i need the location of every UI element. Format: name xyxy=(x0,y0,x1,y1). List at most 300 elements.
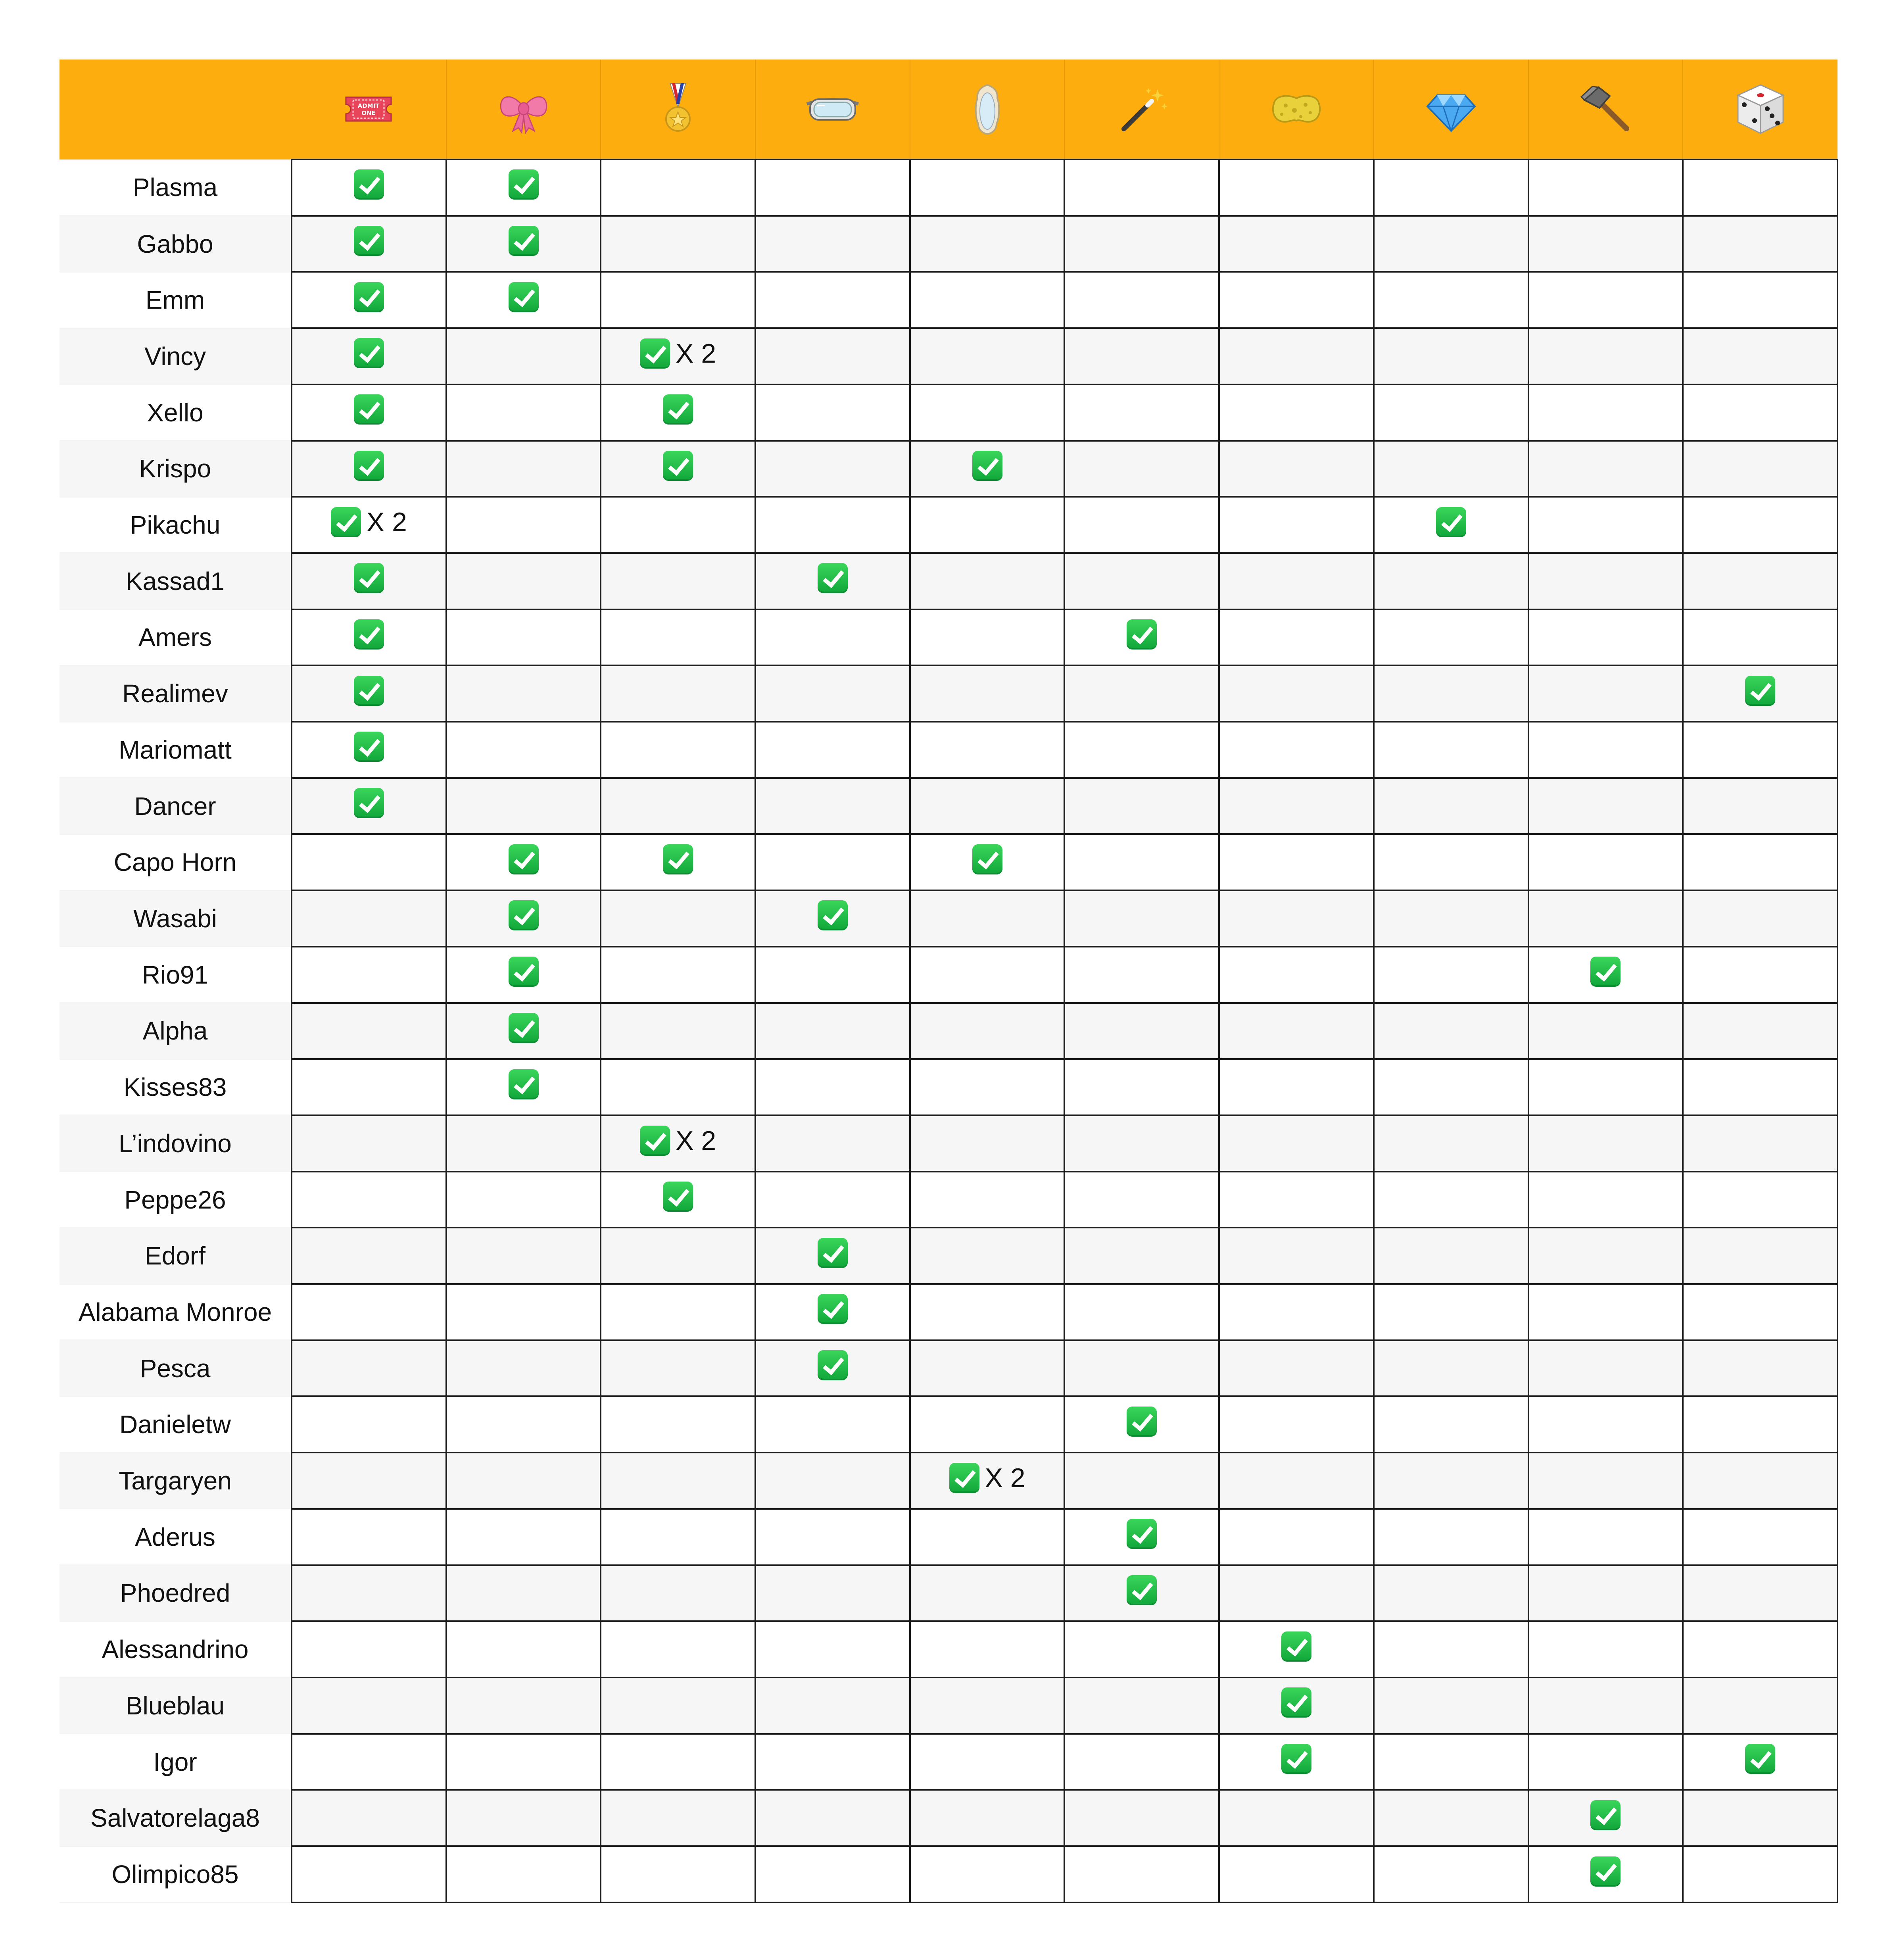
table-cell xyxy=(755,497,910,553)
table-cell xyxy=(755,216,910,272)
table-row xyxy=(60,1734,1837,1790)
table-cell xyxy=(1374,328,1528,384)
table-cell xyxy=(1064,1284,1219,1340)
row-name: Kisses83 xyxy=(60,1059,292,1115)
table-cell xyxy=(1219,328,1374,384)
cell-content xyxy=(1590,1800,1621,1830)
table-cell xyxy=(1528,1678,1683,1734)
table-cell xyxy=(292,1340,446,1397)
table-cell xyxy=(1528,384,1683,441)
table-cell xyxy=(601,441,755,497)
header-die xyxy=(1683,60,1837,159)
table-cell xyxy=(601,609,755,666)
table-cell xyxy=(910,947,1065,1003)
medal-icon xyxy=(648,79,708,139)
row-name: Pesca xyxy=(60,1340,292,1397)
check-mark-icon xyxy=(1745,1744,1775,1774)
cell-content xyxy=(1590,957,1621,987)
table-cell xyxy=(446,384,601,441)
table-row xyxy=(60,272,1837,328)
table-cell xyxy=(1683,1059,1837,1115)
table-cell xyxy=(601,1396,755,1453)
check-mark-icon xyxy=(1590,957,1621,987)
table-cell xyxy=(1219,1284,1374,1340)
table-cell xyxy=(1219,1396,1374,1453)
table-cell xyxy=(601,328,755,384)
check-mark-icon xyxy=(509,957,539,987)
table-cell xyxy=(601,778,755,834)
table-cell xyxy=(755,1284,910,1340)
table-cell xyxy=(601,553,755,609)
table-cell xyxy=(910,1228,1065,1284)
table-cell xyxy=(292,1396,446,1453)
cell-content xyxy=(354,732,384,762)
header-gem xyxy=(1374,60,1528,159)
table-cell xyxy=(1064,1396,1219,1453)
table-cell xyxy=(1528,159,1683,216)
table-cell xyxy=(1683,441,1837,497)
table-cell xyxy=(292,834,446,890)
check-mark-icon xyxy=(509,226,539,256)
table-cell xyxy=(292,665,446,722)
table-row xyxy=(60,159,1837,216)
table-cell xyxy=(1683,216,1837,272)
table-cell xyxy=(910,722,1065,778)
table-cell xyxy=(1683,1396,1837,1453)
table-cell xyxy=(755,328,910,384)
check-mark-icon xyxy=(1745,676,1775,706)
table-cell xyxy=(1374,1621,1528,1678)
check-mark-icon xyxy=(1127,1407,1157,1437)
table-cell xyxy=(446,890,601,947)
table-cell xyxy=(446,159,601,216)
check-mark-icon xyxy=(640,338,670,369)
table-cell xyxy=(910,1172,1065,1228)
table-cell xyxy=(1219,1621,1374,1678)
row-name: Krispo xyxy=(60,441,292,497)
table-cell xyxy=(446,1003,601,1059)
table-cell xyxy=(601,1003,755,1059)
row-name: Plasma xyxy=(60,159,292,216)
check-mark-icon xyxy=(354,394,384,425)
check-mark-icon xyxy=(949,1463,979,1493)
table-cell xyxy=(1374,1509,1528,1565)
table-cell xyxy=(1219,1565,1374,1622)
table-cell xyxy=(292,722,446,778)
table-cell xyxy=(292,778,446,834)
table-row xyxy=(60,553,1837,609)
check-mark-icon xyxy=(1127,1519,1157,1549)
table-cell xyxy=(910,1678,1065,1734)
table-cell xyxy=(1064,553,1219,609)
header-corner-cell xyxy=(60,60,292,159)
header-row xyxy=(60,60,1837,159)
check-mark-icon xyxy=(509,1013,539,1043)
table-row xyxy=(60,1340,1837,1397)
table-cell xyxy=(292,890,446,947)
table-cell xyxy=(446,947,601,1003)
table-row xyxy=(60,1396,1837,1453)
table-cell xyxy=(1064,497,1219,553)
table-cell xyxy=(755,1172,910,1228)
table-cell xyxy=(446,328,601,384)
table-cell xyxy=(601,890,755,947)
table-cell xyxy=(446,1621,601,1678)
table-cell xyxy=(1064,778,1219,834)
table-cell xyxy=(446,722,601,778)
row-name: Alessandrino xyxy=(60,1621,292,1678)
row-name: Dancer xyxy=(60,778,292,834)
table-cell xyxy=(1683,1003,1837,1059)
check-mark-icon xyxy=(354,226,384,256)
row-name: Realimev xyxy=(60,665,292,722)
table-cell xyxy=(446,1790,601,1846)
row-name: Wasabi xyxy=(60,890,292,947)
row-name: Xello xyxy=(60,384,292,441)
check-mark-icon xyxy=(663,394,693,425)
table-cell xyxy=(292,384,446,441)
table-cell xyxy=(1683,1453,1837,1509)
table-cell xyxy=(446,609,601,666)
table-cell xyxy=(601,159,755,216)
check-mark-icon xyxy=(354,338,384,368)
table-cell xyxy=(601,1734,755,1790)
table-cell xyxy=(1683,1228,1837,1284)
table-cell xyxy=(1064,609,1219,666)
table-cell xyxy=(910,1003,1065,1059)
row-name: Pikachu xyxy=(60,497,292,553)
check-mark-icon xyxy=(1590,1856,1621,1887)
row-name: Rio91 xyxy=(60,947,292,1003)
svg-text:ADMIT: ADMIT xyxy=(357,102,380,110)
table-cell xyxy=(1064,722,1219,778)
table-cell xyxy=(1528,1565,1683,1622)
cell-content xyxy=(1745,676,1775,706)
table-cell xyxy=(601,1678,755,1734)
table-cell xyxy=(601,665,755,722)
table-cell xyxy=(292,1678,446,1734)
table-cell xyxy=(1374,497,1528,553)
cell-content xyxy=(354,563,384,593)
table-cell xyxy=(1374,1734,1528,1790)
table-cell xyxy=(755,1340,910,1397)
table-cell xyxy=(1219,216,1374,272)
table-cell xyxy=(1219,384,1374,441)
table-cell xyxy=(1528,1228,1683,1284)
table-cell xyxy=(1683,1621,1837,1678)
table-cell xyxy=(910,553,1065,609)
table-cell xyxy=(1528,1396,1683,1453)
table-row xyxy=(60,1284,1837,1340)
table-cell xyxy=(1374,159,1528,216)
cell-content xyxy=(818,900,848,930)
cell-content xyxy=(354,451,384,481)
table-cell xyxy=(910,216,1065,272)
table-cell xyxy=(1528,1003,1683,1059)
table-cell xyxy=(910,890,1065,947)
table-cell xyxy=(910,1565,1065,1622)
table-cell xyxy=(1528,1846,1683,1902)
table-cell xyxy=(1374,1059,1528,1115)
table-cell xyxy=(910,665,1065,722)
table-cell xyxy=(910,1340,1065,1397)
table-cell xyxy=(910,441,1065,497)
table-cell xyxy=(1528,497,1683,553)
check-mark-icon xyxy=(663,451,693,481)
cell-content xyxy=(509,844,539,874)
check-mark-icon xyxy=(354,788,384,818)
table-cell xyxy=(1374,1790,1528,1846)
table-row xyxy=(60,497,1837,553)
check-mark-icon xyxy=(354,676,384,706)
table-cell xyxy=(292,1284,446,1340)
table-cell xyxy=(755,1396,910,1453)
table-cell xyxy=(910,778,1065,834)
table-row xyxy=(60,890,1837,947)
table-cell xyxy=(446,1734,601,1790)
row-name: Mariomatt xyxy=(60,722,292,778)
table-cell xyxy=(1064,947,1219,1003)
check-mark-icon xyxy=(1127,619,1157,649)
table-cell xyxy=(446,1284,601,1340)
table-cell xyxy=(1064,665,1219,722)
cell-content xyxy=(354,394,384,425)
table-cell xyxy=(755,1621,910,1678)
multiplier-label: X 2 xyxy=(985,1463,1025,1493)
check-mark-icon xyxy=(818,1238,848,1268)
row-name: Amers xyxy=(60,609,292,666)
magic-wand-icon xyxy=(1112,79,1171,139)
cell-content xyxy=(354,338,384,368)
table-cell xyxy=(601,1115,755,1172)
table-cell xyxy=(601,384,755,441)
table-cell xyxy=(910,1396,1065,1453)
table-cell xyxy=(292,1059,446,1115)
cell-content xyxy=(1436,507,1466,537)
table-cell xyxy=(1064,1678,1219,1734)
table-cell xyxy=(1683,272,1837,328)
check-mark-icon xyxy=(509,900,539,930)
table-cell xyxy=(1219,272,1374,328)
table-cell xyxy=(446,1678,601,1734)
table-cell xyxy=(1528,1509,1683,1565)
table-cell xyxy=(1374,1565,1528,1622)
check-mark-icon xyxy=(354,732,384,762)
table-cell xyxy=(1064,834,1219,890)
check-mark-icon xyxy=(818,900,848,930)
table-cell xyxy=(292,1228,446,1284)
table-cell xyxy=(1528,665,1683,722)
table-row xyxy=(60,834,1837,890)
table-cell xyxy=(755,1509,910,1565)
cell-content xyxy=(663,394,693,425)
gem-icon xyxy=(1421,79,1481,139)
table-cell xyxy=(1064,1172,1219,1228)
table-cell xyxy=(292,1734,446,1790)
table-cell xyxy=(1219,609,1374,666)
table-cell xyxy=(1064,272,1219,328)
ribbon-bow-icon xyxy=(494,79,553,139)
table-cell xyxy=(910,609,1065,666)
check-mark-icon xyxy=(509,1069,539,1099)
table-cell xyxy=(910,834,1065,890)
table-cell xyxy=(910,159,1065,216)
check-mark-icon xyxy=(818,1350,848,1380)
row-name: Danieletw xyxy=(60,1396,292,1453)
table-row xyxy=(60,1790,1837,1846)
table-cell xyxy=(1219,1115,1374,1172)
table-cell xyxy=(755,1734,910,1790)
table-cell xyxy=(1064,159,1219,216)
row-name: Targaryen xyxy=(60,1453,292,1509)
table-cell xyxy=(601,1172,755,1228)
table-cell xyxy=(446,1340,601,1397)
table-cell xyxy=(1683,834,1837,890)
check-mark-icon xyxy=(509,169,539,200)
table-cell xyxy=(1064,1453,1219,1509)
check-mark-icon xyxy=(354,451,384,481)
table-cell xyxy=(1219,778,1374,834)
cell-content xyxy=(663,1182,693,1212)
table-cell xyxy=(910,1115,1065,1172)
row-name: Kassad1 xyxy=(60,553,292,609)
table-cell xyxy=(1528,609,1683,666)
check-mark-icon xyxy=(1281,1744,1311,1774)
table-cell xyxy=(1064,384,1219,441)
cell-content xyxy=(509,900,539,930)
goggles-icon xyxy=(803,79,862,139)
table-cell xyxy=(1374,1340,1528,1397)
table-cell xyxy=(1064,1059,1219,1115)
table-cell xyxy=(1683,722,1837,778)
table-cell xyxy=(910,384,1065,441)
header-medal xyxy=(601,60,755,159)
table-cell xyxy=(910,1509,1065,1565)
check-mark-icon xyxy=(663,1182,693,1212)
table-cell xyxy=(1528,441,1683,497)
table-row xyxy=(60,1846,1837,1902)
table-row xyxy=(60,1228,1837,1284)
table-cell xyxy=(601,216,755,272)
table-cell xyxy=(601,1340,755,1397)
table-cell xyxy=(910,497,1065,553)
table-row xyxy=(60,1172,1837,1228)
table-cell xyxy=(1528,890,1683,947)
row-name: Phoedred xyxy=(60,1565,292,1622)
table-row xyxy=(60,1678,1837,1734)
table-cell xyxy=(1374,609,1528,666)
table-cell xyxy=(1064,1228,1219,1284)
table-cell xyxy=(292,1115,446,1172)
cell-content xyxy=(972,451,1002,481)
table-cell xyxy=(1528,778,1683,834)
table-cell xyxy=(755,1846,910,1902)
table-cell xyxy=(1219,1678,1374,1734)
check-mark-icon xyxy=(818,563,848,593)
table-row xyxy=(60,1003,1837,1059)
cell-content xyxy=(354,619,384,649)
header-ribbon xyxy=(446,60,601,159)
table-cell xyxy=(910,272,1065,328)
table-cell xyxy=(292,1790,446,1846)
table-cell xyxy=(1683,1846,1837,1902)
table-cell xyxy=(446,1509,601,1565)
table-cell xyxy=(910,1059,1065,1115)
row-name: Edorf xyxy=(60,1228,292,1284)
row-name: L’indovino xyxy=(60,1115,292,1172)
table-row xyxy=(60,1509,1837,1565)
table-cell xyxy=(1219,1790,1374,1846)
table-cell xyxy=(1374,272,1528,328)
table-cell xyxy=(1528,272,1683,328)
table-row xyxy=(60,328,1837,384)
table-cell xyxy=(1374,1678,1528,1734)
table-cell xyxy=(1064,216,1219,272)
table-cell xyxy=(292,272,446,328)
table-cell xyxy=(292,216,446,272)
table-cell xyxy=(1219,834,1374,890)
table-cell xyxy=(1683,1790,1837,1846)
table-cell xyxy=(1374,834,1528,890)
table-cell xyxy=(446,1396,601,1453)
check-mark-icon xyxy=(1281,1631,1311,1662)
table-cell xyxy=(1064,1565,1219,1622)
row-name: Aderus xyxy=(60,1509,292,1565)
table-cell xyxy=(1683,1340,1837,1397)
header-mirror xyxy=(910,60,1065,159)
admit-one-ticket-icon xyxy=(339,79,398,139)
table-cell xyxy=(1374,1396,1528,1453)
table-cell xyxy=(755,1790,910,1846)
cell-content xyxy=(818,563,848,593)
table-row xyxy=(60,1059,1837,1115)
table-cell xyxy=(1219,665,1374,722)
check-mark-icon xyxy=(972,451,1002,481)
mirror-icon xyxy=(958,79,1017,139)
table-cell xyxy=(1683,665,1837,722)
table-cell xyxy=(446,497,601,553)
table-cell xyxy=(1219,159,1374,216)
table-cell xyxy=(1219,1453,1374,1509)
header-goggles xyxy=(755,60,910,159)
table-row xyxy=(60,1453,1837,1509)
table-cell xyxy=(1683,1565,1837,1622)
table-cell xyxy=(1374,1115,1528,1172)
table-cell xyxy=(1528,834,1683,890)
table-cell xyxy=(755,722,910,778)
table-cell xyxy=(1064,441,1219,497)
table-cell xyxy=(1374,890,1528,947)
cell-content xyxy=(509,226,539,256)
checklist-table xyxy=(60,60,1838,1903)
table-cell xyxy=(1528,1790,1683,1846)
cell-content xyxy=(1281,1631,1311,1662)
table-cell xyxy=(1683,947,1837,1003)
table-row xyxy=(60,384,1837,441)
table-cell xyxy=(292,553,446,609)
table-cell xyxy=(755,890,910,947)
table-cell xyxy=(446,1228,601,1284)
table-cell xyxy=(1064,1115,1219,1172)
table-cell xyxy=(446,1059,601,1115)
table-row xyxy=(60,1621,1837,1678)
table-cell xyxy=(755,384,910,441)
table-cell xyxy=(1219,1059,1374,1115)
table-cell xyxy=(1064,1621,1219,1678)
table-cell xyxy=(601,1228,755,1284)
row-name: Capo Horn xyxy=(60,834,292,890)
header-ticket xyxy=(292,60,446,159)
